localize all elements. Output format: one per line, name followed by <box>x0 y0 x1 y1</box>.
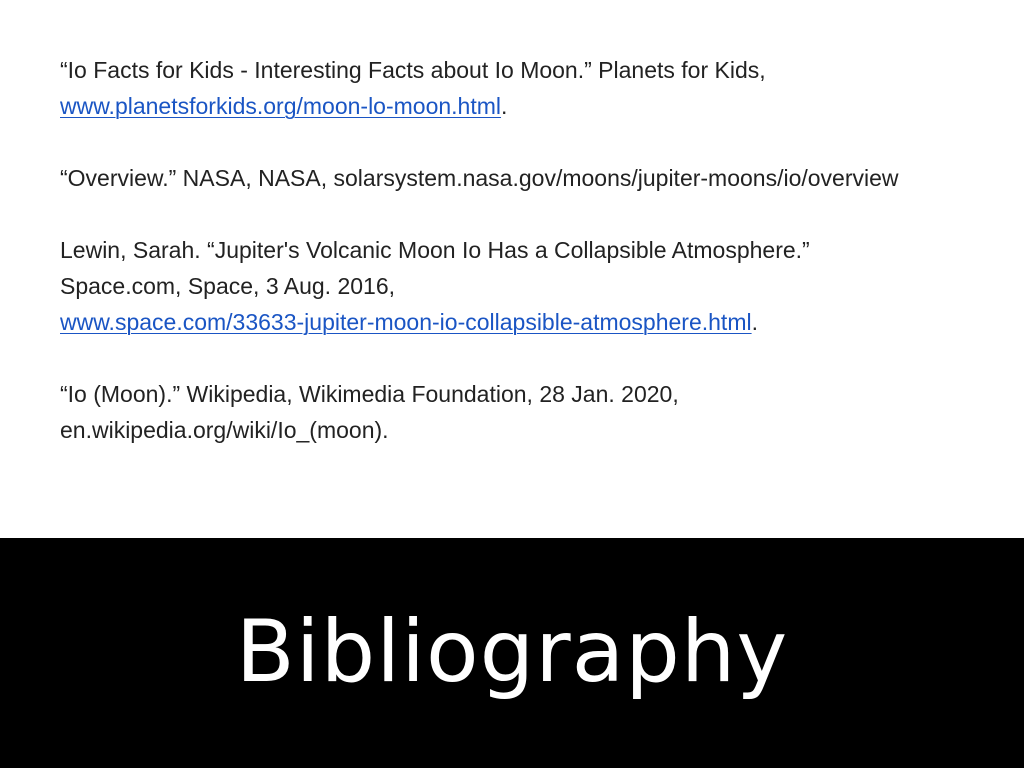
title-bar <box>0 538 1024 768</box>
citation-link[interactable]: www.space.com/33633-jupiter-moon-io-collapsible-atmosphere.html <box>60 309 752 335</box>
citation-line: “Io (Moon).” Wikipedia, Wikimedia Foundation, 28 Jan. 2020, <box>60 381 679 407</box>
citation-entry <box>60 52 1024 124</box>
citation-line: Lewin, Sarah. “Jupiter's Volcanic Moon Io Has a Collapsible Atmosphere.” <box>60 237 810 263</box>
citation-punctuation: . <box>751 309 758 335</box>
citation-entry <box>60 376 1024 448</box>
citation-entry <box>60 160 1024 196</box>
citation-entry <box>60 232 1024 340</box>
citation-link[interactable]: www.planetsforkids.org/moon-lo-moon.html <box>60 93 502 119</box>
citation-line <box>60 88 1024 124</box>
citation-line: en.wikipedia.org/wiki/Io_(moon). <box>60 417 389 443</box>
slide-title: Bibliography <box>235 602 789 702</box>
citation-line: “Io Facts for Kids - Interesting Facts about Io Moon.” Planets for Kids, <box>60 57 766 83</box>
citation-list <box>60 52 1024 484</box>
citation-punctuation: . <box>501 93 508 119</box>
citation-line: Space.com, Space, 3 Aug. 2016, <box>60 273 396 299</box>
citation-line <box>60 304 1024 340</box>
citation-line: “Overview.” NASA, NASA, solarsystem.nasa.gov/moons/jupiter-moons/io/overview <box>60 165 899 191</box>
